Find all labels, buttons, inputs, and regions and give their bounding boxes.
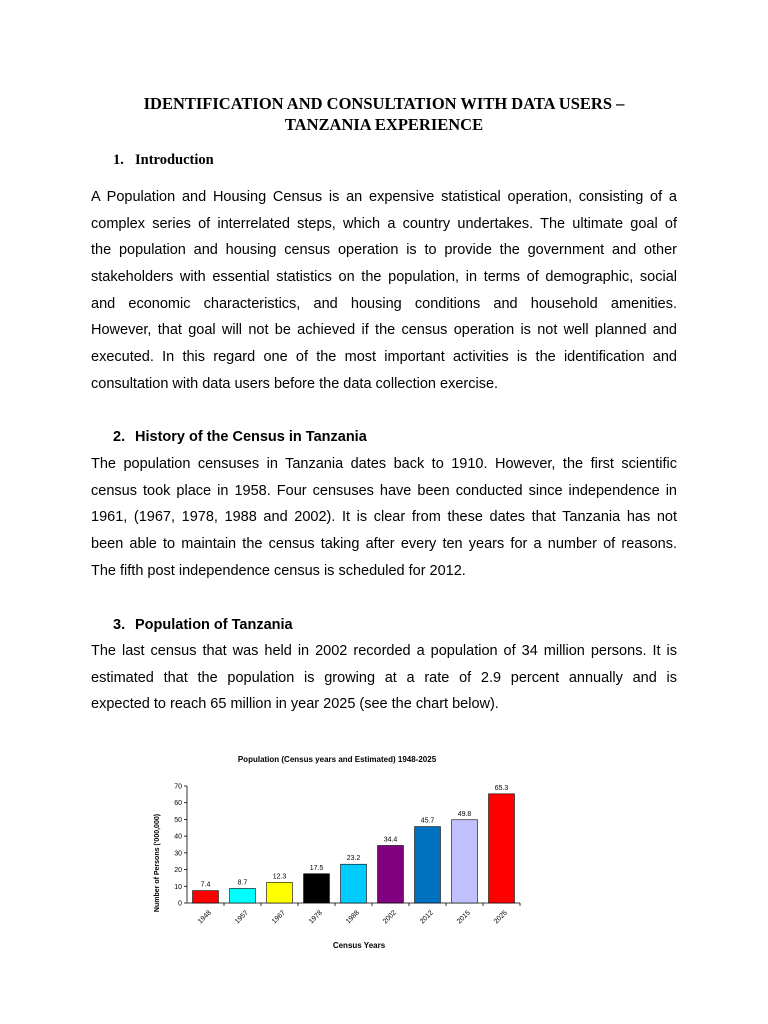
- bar-value-label: 12.3: [272, 873, 287, 881]
- bar-1957: [230, 888, 256, 903]
- x-tick-label: 1988: [344, 909, 361, 926]
- bar-2012: [415, 827, 441, 903]
- x-tick-label: 2002: [381, 909, 398, 926]
- paragraph-line: estimated that the population is growing at a rate of 2.9 percent annually and is: [91, 669, 677, 686]
- paragraph-line: executed. In this regard one of the most important activities is the identification and: [91, 349, 677, 366]
- section-heading-history: [113, 429, 367, 445]
- bar-1988: [341, 864, 367, 903]
- paragraph-line: the population and housing census operation is to provide the government and other: [91, 242, 677, 259]
- y-tick-label: 0: [178, 900, 182, 908]
- chart-y-axis-label: Number of Persons ('000,000): [154, 813, 161, 913]
- section-heading-introduction: [113, 152, 214, 169]
- paragraph-line: census took place in 1958. Four censuses have been conducted since independence in: [91, 482, 677, 499]
- y-tick-label: 10: [174, 883, 182, 891]
- paragraph-line: expected to reach 65 million in year 2025 (see the chart below).: [91, 696, 499, 713]
- paragraph-line: The fifth post independence census is scheduled for 2012.: [91, 562, 466, 579]
- paragraph-line: been able to maintain the census taking after every ten years for a number of reasons.: [91, 536, 677, 553]
- bar-value-label: 65.3: [494, 784, 509, 792]
- x-tick-label: 2015: [455, 909, 472, 926]
- y-tick-label: 20: [174, 867, 182, 875]
- bar-2015: [452, 820, 478, 903]
- paragraph-line: The population censuses in Tanzania dates back to 1910. However, the first scientific: [91, 456, 677, 472]
- paragraph-line: consultation with data users before the data collection exercise.: [91, 375, 499, 392]
- population-paragraph: [91, 638, 677, 718]
- bar-value-label: 7.4: [200, 881, 211, 889]
- title-line-2: TANZANIA EXPERIENCE: [284, 115, 484, 134]
- section-heading-text: Population of Tanzania: [135, 617, 293, 633]
- paragraph-line: However, that goal will not be achieved if the census operation is not well planned and: [91, 322, 677, 339]
- title-line-1: IDENTIFICATION AND CONSULTATION WITH DATA USERS –: [143, 94, 625, 113]
- x-tick-label: 2025: [492, 909, 509, 926]
- bar-value-label: 23.2: [346, 855, 361, 863]
- y-tick-label: 60: [174, 800, 182, 808]
- section-heading-population: [113, 617, 293, 633]
- bar-value-label: 8.7: [237, 879, 248, 887]
- section-heading-text: Introduction: [135, 152, 214, 168]
- document-title: [0, 93, 768, 135]
- bar-value-label: 49.8: [457, 810, 472, 818]
- x-tick-label: 1957: [233, 909, 250, 926]
- y-tick-label: 70: [174, 783, 182, 791]
- population-chart: [145, 748, 545, 963]
- paragraph-line: stakeholders with essential statistics on the population, in terms of demographic, social: [91, 269, 677, 286]
- bar-2025: [489, 794, 515, 903]
- paragraph-line: The last census that was held in 2002 recorded a population of 34 million persons. It is: [91, 643, 677, 659]
- y-tick-label: 40: [174, 833, 182, 841]
- bar-value-label: 17.5: [309, 864, 324, 872]
- chart-title: Population (Census years and Estimated) 1948-2025: [237, 755, 437, 764]
- section-number: 1.: [113, 152, 124, 168]
- history-paragraph: [91, 451, 677, 584]
- section-heading-text: History of the Census in Tanzania: [135, 429, 367, 445]
- bar-value-label: 45.7: [420, 817, 435, 825]
- section-number: 2.: [113, 429, 126, 445]
- population-bar-chart: [145, 748, 545, 963]
- section-number: 3.: [113, 617, 126, 633]
- x-tick-label: 1978: [307, 909, 324, 926]
- chart-x-axis-label: Census Years: [332, 941, 386, 950]
- y-tick-label: 50: [174, 816, 182, 824]
- introduction-paragraph: [91, 184, 677, 398]
- bar-1978: [304, 874, 330, 903]
- bar-value-label: 34.4: [383, 836, 398, 844]
- y-tick-label: 30: [174, 850, 182, 858]
- bar-2002: [378, 846, 404, 903]
- paragraph-line: complex series of interrelated steps, which a country undertakes. The ultimate goal of: [91, 215, 677, 232]
- x-tick-label: 1967: [270, 909, 287, 926]
- x-tick-label: 1948: [196, 909, 213, 926]
- bar-1967: [267, 882, 293, 903]
- bar-1948: [193, 891, 219, 903]
- paragraph-line: A Population and Housing Census is an expensive statistical operation, consisting of a: [91, 189, 677, 205]
- x-tick-label: 2012: [418, 909, 435, 926]
- paragraph-line: 1961, (1967, 1978, 1988 and 2002). It is clear from these dates that Tanzania has not: [91, 509, 677, 526]
- paragraph-line: and economic characteristics, and housing conditions and household amenities.: [91, 295, 677, 312]
